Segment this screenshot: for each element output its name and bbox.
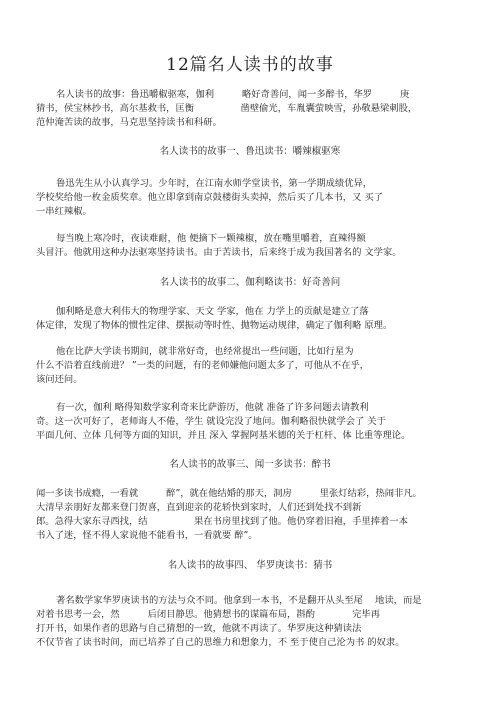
paragraph-line: 鲁迅先生从小认真学习。少年时，在江南水师学堂读书，第一学期成绩优异， xyxy=(56,178,373,189)
section-heading: 名人读书的故事四、 华罗庚读书：猜书 xyxy=(167,560,333,571)
paragraph-line: 郎。急得大家东寻西找，结 果在书房里找到了他。他仍穿着旧袍，手里捧着一本 xyxy=(36,516,408,527)
paragraph-line: 头冒汗。他就用这种办法驱寒坚持读书。由于苦读书，后来终于成为我国著名的 文学家。 xyxy=(36,247,402,258)
paragraph-line: 著名数学家华罗庚读书的方法与众不同。他拿到一本书，不是翻开从头至尾 地读，而是 xyxy=(56,595,422,606)
paragraph-line: 有一次，伽利 略得知数学家利奇来比萨游历，他就 准备了许多问题去请教利 xyxy=(56,402,369,413)
paragraph-line: 不仅节省了读书时间，而已培养了自己的思维力和想象力，不 至于使自己沦为书 的奴隶。 xyxy=(36,637,405,648)
paragraph-line: 学校奖给他一枚金质奖章。他立即拿到南京鼓楼街头卖掉，然后买了几本书，又 买了 xyxy=(36,192,383,203)
section-heading: 名人读书的故事三、闻一多读书：醉书 xyxy=(169,459,331,470)
paragraph-line: 平面几何、立体 几何等方面的知识，并且 深入 掌握阿基米德的关于杠杆、体 比重等理论。 xyxy=(36,430,411,441)
paragraph-line: 一串红辣椒。 xyxy=(36,206,92,217)
paragraph-line: 什么不沿着直线前进？ ”一类的问题，有的老师嫌他问题太多了，可他从不在乎， xyxy=(36,360,370,371)
paragraph-line: 书入了迷，怪不得人家说他不能看书，一看就要 醉”。 xyxy=(36,530,258,541)
section-heading: 名人读书的故事二、伽利略读书：好奇善问 xyxy=(159,277,341,288)
paragraph-line: 该问还问。 xyxy=(36,374,83,385)
paragraph-line: 每当晚上寒冷时，夜读难耐，他 便摘下一颗辣椒，放在嘴里嚼着，直辣得额 xyxy=(56,233,366,244)
document-title: 12篇名人读书的故事 xyxy=(166,55,334,75)
section-heading: 名人读书的故事一、鲁迅读书：嚼辣椒驱寒 xyxy=(159,146,341,157)
paragraph-line: 打开书，如果作者的思路与自己猜想的一致，他就不再读了。华罗庚这种猜读法 xyxy=(36,623,362,634)
intro-line: 猜书，侯宝林抄书，高尔基救书，匡衡 凿壁偷光，车胤囊萤映雪，孙敬悬梁刺股， xyxy=(36,103,418,114)
paragraph-line: 对着书思考一会，然 后闭目静思。他猜想书的谋篇布局，斟酌 完毕再 xyxy=(36,609,380,620)
paragraph-line: 闻一多读书成瘾，一看就 醉”，就在他结婚的那天，洞房 里张灯结彩，热闹非凡。 xyxy=(36,488,422,499)
paragraph-line: 大清早亲朋好友都来登门贺喜，直到迎亲的花轿快到家时，人们还到处找不到新 xyxy=(36,502,362,513)
paragraph-line: 他在比萨大学读书期间，就非常好奇，也经常提出一些问题，比如行星为 xyxy=(56,346,354,357)
paragraph-line: 奇。这一次可好了，老师诲人不倦，学生 就设完没了地问。伽利略很快就学会了 关于 xyxy=(36,416,386,427)
paragraph-line: 体定律，发现了物体的惯性定律、摆振动等时性、抛物运动规律，确定了伽利略 原理。 xyxy=(36,320,393,331)
intro-line: 名人读书的故事：鲁迅嚼椒驱寒，伽利 略好奇善问，闻一多醉书，华罗 庚 xyxy=(56,89,410,100)
paragraph-line: 伽利略是意大利伟大的物理学家、天文 学家，他在 力学上的贡献是建立了落 xyxy=(56,306,369,317)
intro-line: 范仲淹苦读的故事，马克思坚持读书和科研。 xyxy=(36,117,222,128)
